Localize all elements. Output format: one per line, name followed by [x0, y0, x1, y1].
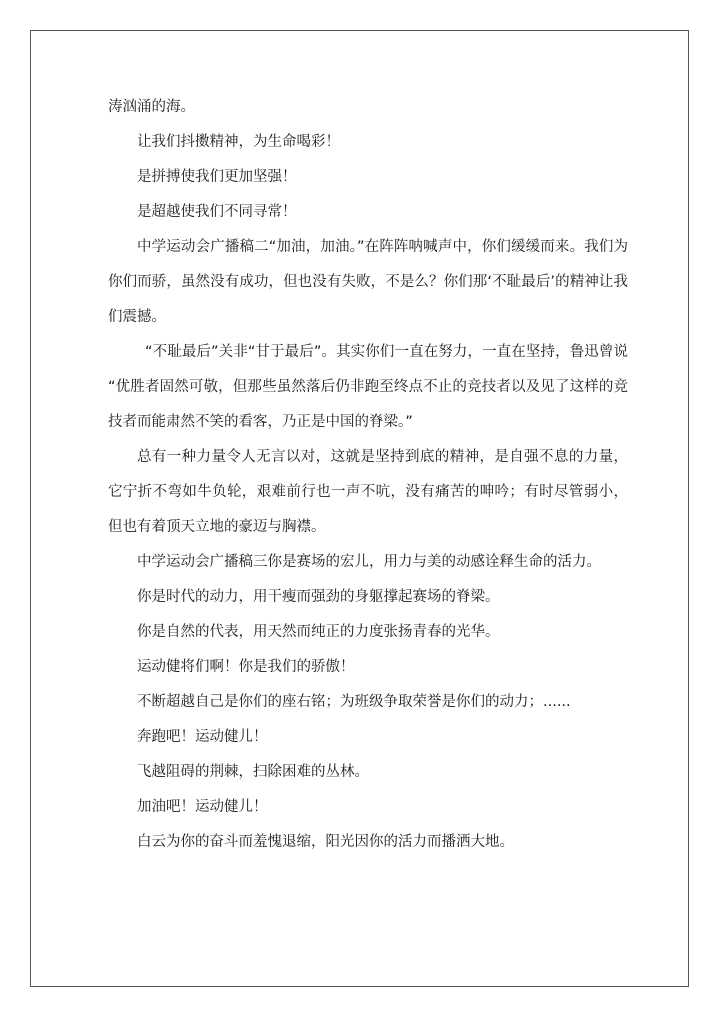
paragraph-14: 飞越阻碍的荆棘，扫除困难的丛林。: [137, 764, 369, 780]
paragraph-9: 你是时代的动力，用干瘦而强劲的身躯撑起赛场的脊梁。: [137, 589, 500, 605]
paragraph-10: 你是自然的代表，用天然而纯正的力度张扬青春的光华。: [137, 624, 500, 640]
paragraph-8: 中学运动会广播稿三你是赛场的宏儿，用力与美的动感诠释生命的活力。: [137, 554, 601, 570]
paragraph-11: 运动健将们啊！你是我们的骄傲！: [137, 659, 355, 675]
paragraph-1: 涛汹涌的海。: [108, 99, 195, 115]
paragraph-2: 让我们抖擞精神，为生命喝彩！: [137, 134, 340, 150]
paragraph-13: 奔跑吧！运动健儿！: [137, 729, 268, 745]
paragraph-5: 中学运动会广播稿二“加油，加油。”在阵阵呐喊声中，你们缓缓而来。我们为你们而骄，虽然没有成功，但也没有失败，不是么？你们那‘不耻最后’的精神让我们震撼。: [108, 239, 628, 325]
paragraph-7: 总有一种力量令人无言以对，这就是坚持到底的精神，是自强不息的力量，它宁折不弯如牛负轮，艰难前行也一声不吭，没有痛苦的呻吟；有时尽管弱小，但也有着顶天立地的豪迈与胸襟。: [108, 449, 628, 535]
paragraph-4: 是超越使我们不同寻常！: [137, 204, 297, 220]
paragraph-12: 不断超越自己是你们的座右铭；为班级争取荣誉是你们的动力；......: [137, 694, 571, 710]
paragraph-3: 是拼搏使我们更加坚强！: [137, 169, 297, 185]
document-body: [108, 90, 628, 860]
paragraph-15: 加油吧！运动健儿！: [137, 799, 268, 815]
paragraph-16: 白云为你的奋斗而羞愧退缩，阳光因你的活力而播洒大地。: [137, 834, 514, 850]
paragraph-6: “不耻最后”关非“甘于最后”。其实你们一直在努力，一直在坚持，鲁迅曾说 “优胜者固然可敬，但那些虽然落后仍非跑至终点不止的竞技者以及见了这样的竞技者而能肃然不笑的看客，乃正是中国的脊梁。”: [108, 344, 628, 430]
